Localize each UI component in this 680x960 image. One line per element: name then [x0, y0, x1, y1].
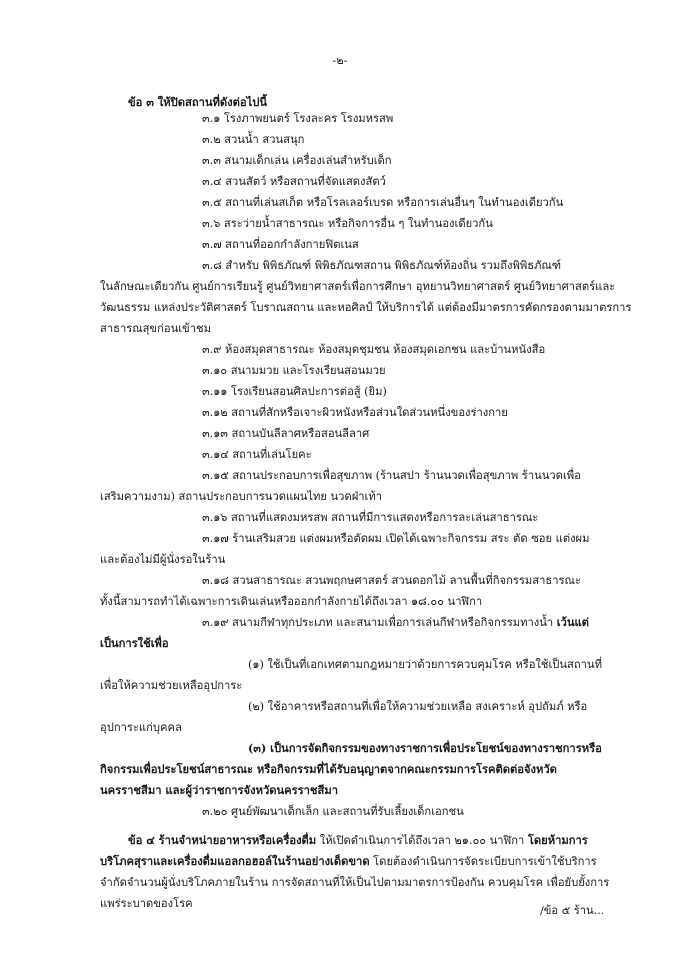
- sub-1-first-line: (๑) ใช้เป็นที่เอกเทศตามกฎหมายว่าด้วยการควบคุมโรค หรือใช้เป็นสถานที่: [248, 658, 602, 671]
- sub-2-continuation: อุปการะแก่บุคคล: [100, 721, 182, 734]
- clause-4-ban-a: โดยห้ามการ: [527, 833, 588, 847]
- continuation-line: นครราชสีมา และผู้ว่าราชการจังหวัดนครราชสีมา: [100, 783, 338, 797]
- clause-4-title: ข้อ ๔ ร้านจำหน่ายอาหารหรือเครื่องดื่ม: [128, 833, 317, 847]
- items-3-1-to-3-7: [100, 108, 630, 255]
- list-item: ๓.๑๒ สถานที่สักหรือเจาะผิวหนังหรือส่วนใดส่วนหนึ่งของร่างกาย: [202, 406, 508, 419]
- list-item: ๓.๕ สถานที่เล่นสเก็ต หรือโรลเลอร์เบรด หรือการเล่นอื่นๆ ในทำนองเดียวกัน: [202, 196, 564, 209]
- document-body: [100, 108, 630, 914]
- list-item: ๓.๗ สถานที่ออกกำลังกายฟิตเนส: [202, 238, 359, 251]
- item-3-16: ๓.๑๖ สถานที่แสดงมหรสพ สถานที่มีการแสดงหรือการละเล่นสาธารณะ: [202, 511, 539, 524]
- list-item: ๓.๓ สนามเด็กเล่น เครื่องเล่นสำหรับเด็ก: [202, 154, 392, 167]
- item-3-19-text: ๓.๑๙ สนามกีฬาทุกประเภท และสนามเพื่อการเล่นกีฬาหรือกิจกรรมทางน้ำ: [202, 616, 554, 629]
- item-3-19-exception: เว้นแต่: [556, 615, 589, 629]
- continuation-footer: /ข้อ ๕ ร้าน...: [540, 904, 605, 917]
- item-3-17-continuation: และต้องไม่มีผู้นั่งรอในร้าน: [100, 553, 226, 566]
- sub-1-continuation: เพื่อให้ความช่วยเหลืออุปการะ: [100, 679, 243, 692]
- list-item: ๓.๒ สวนน้ำ สวนสนุก: [202, 133, 305, 146]
- list-item: ๓.๖ สระว่ายน้ำสาธารณะ หรือกิจการอื่น ๆ ในทำนองเดียวกัน: [202, 217, 493, 230]
- page-number: -๒-: [332, 54, 348, 67]
- clause-4-ban-b: บริโภคสุราและเครื่องดื่มแอลกอฮอล์ในร้านอย่างเด็ดขาด: [100, 854, 370, 868]
- item-3-19-first-line: [100, 612, 630, 633]
- list-item: ๓.๑๐ สนามมวย และโรงเรียนสอนมวย: [202, 364, 386, 377]
- item-3-19-continuation: เป็นการใช้เพื่อ: [100, 636, 169, 650]
- item-3-8-continuation: [100, 276, 630, 339]
- list-item: ๓.๑๔ สถานที่เล่นโยคะ: [202, 448, 312, 461]
- item-3-8-first-line: ๓.๘ สำหรับ พิพิธภัณฑ์ พิพิธภัณฑสถาน พิพิธภัณฑ์ท้องถิ่น รวมถึงพิพิธภัณฑ์: [202, 259, 562, 272]
- list-item: ๓.๑๑ โรงเรียนสอนศิลปะการต่อสู้ (ยิม): [202, 385, 387, 398]
- continuation-line: กิจกรรมเพื่อประโยชน์สาธารณะ หรือกิจกรรมที่ได้รับอนุญาตจากคณะกรรมการโรคติดต่อจังหวัด: [100, 762, 557, 776]
- clause-4-second-line: [100, 851, 630, 872]
- clause-4-first-line: [100, 830, 630, 851]
- item-3-18-continuation: ทั้งนี้สามารถทำได้เฉพาะการเดินเล่นหรือออกกำลังกายได้ถึงเวลา ๑๘.๐๐ นาฬิกา: [100, 595, 483, 608]
- list-item: ๓.๔ สวนสัตว์ หรือสถานที่จัดแสดงสัตว์: [202, 175, 386, 188]
- list-item: ๓.๑๓ สถานบันลีลาศหรือสอนลีลาศ: [202, 427, 370, 440]
- sub-3-first-line: (๓) เป็นการจัดกิจกรรมของทางราชการเพื่อประโยชน์ของทางราชการหรือ: [248, 741, 602, 755]
- sub-3-continuation: [100, 759, 630, 801]
- clause-4-text-a: ให้เปิดดำเนินการได้ถึงเวลา ๒๑.๐๐ นาฬิกา: [316, 834, 528, 847]
- item-3-17-first-line: ๓.๑๗ ร้านเสริมสวย แต่งผมหรือตัดผม เปิดได้เฉพาะกิจกรรม สระ ตัด ซอย แต่งผม: [202, 532, 590, 545]
- continuation-line: วัฒนธรรม แหล่งประวัติศาสตร์ โบราณสถาน และหอศิลป์ ให้บริการได้ แต่ต้องมีมาตรการคัดกรองตามมาตรการ: [100, 301, 632, 314]
- continuation-line: แพร่ระบาดของโรค: [100, 897, 193, 910]
- list-item: ๓.๙ ห้องสมุดสาธารณะ ห้องสมุดชุมชน ห้องสมุดเอกชน และบ้านหนังสือ: [202, 343, 546, 356]
- clause-3-heading: ข้อ ๓ ให้ปิดสถานที่ดังต่อไปนี้: [128, 95, 268, 109]
- clause-4-text-b: โดยต้องดำเนินการจัดระเบียบการเข้าใช้บริการ: [369, 855, 597, 868]
- list-item: ๓.๑ โรงภาพยนตร์ โรงละคร โรงมหรสพ: [202, 112, 394, 125]
- item-3-20: ๓.๒๐ ศูนย์พัฒนาเด็กเล็ก และสถานที่รับเลี้ยงเด็กเอกชน: [202, 805, 464, 818]
- continuation-line: สาธารณสุขก่อนเข้าชม: [100, 322, 211, 335]
- item-3-18-first-line: ๓.๑๘ สวนสาธารณะ สวนพฤกษศาสตร์ สวนดอกไม้ ลานพื้นที่กิจกรรมสาธารณะ: [202, 574, 581, 587]
- sub-2-first-line: (๒) ใช้อาคารหรือสถานที่เพื่อให้ความช่วยเหลือ สงเคราะห์ อุปถัมภ์ หรือ: [248, 700, 588, 713]
- continuation-line: จำกัดจำนวนผู้นั่งบริโภคภายในร้าน การจัดสถานที่ให้เป็นไปตามมาตรการป้องกัน ควบคุมโรค เพื่อยับยั้งการ: [100, 876, 610, 889]
- continuation-line: ในลักษณะเดียวกัน ศูนย์การเรียนรู้ ศูนย์วิทยาศาสตร์เพื่อการศึกษา อุทยานวิทยาศาสตร์ ศูนย์วิทยาศาสตร์และ: [100, 280, 616, 293]
- items-3-9-to-3-14: [100, 339, 630, 465]
- item-3-15-continuation: เสริมความงาม) สถานประกอบการนวดแผนไทย นวดฝ่าเท้า: [100, 490, 383, 503]
- item-3-15-first-line: ๓.๑๕ สถานประกอบการเพื่อสุขภาพ (ร้านสปา ร้านนวดเพื่อสุขภาพ ร้านนวดเพื่อ: [202, 469, 581, 482]
